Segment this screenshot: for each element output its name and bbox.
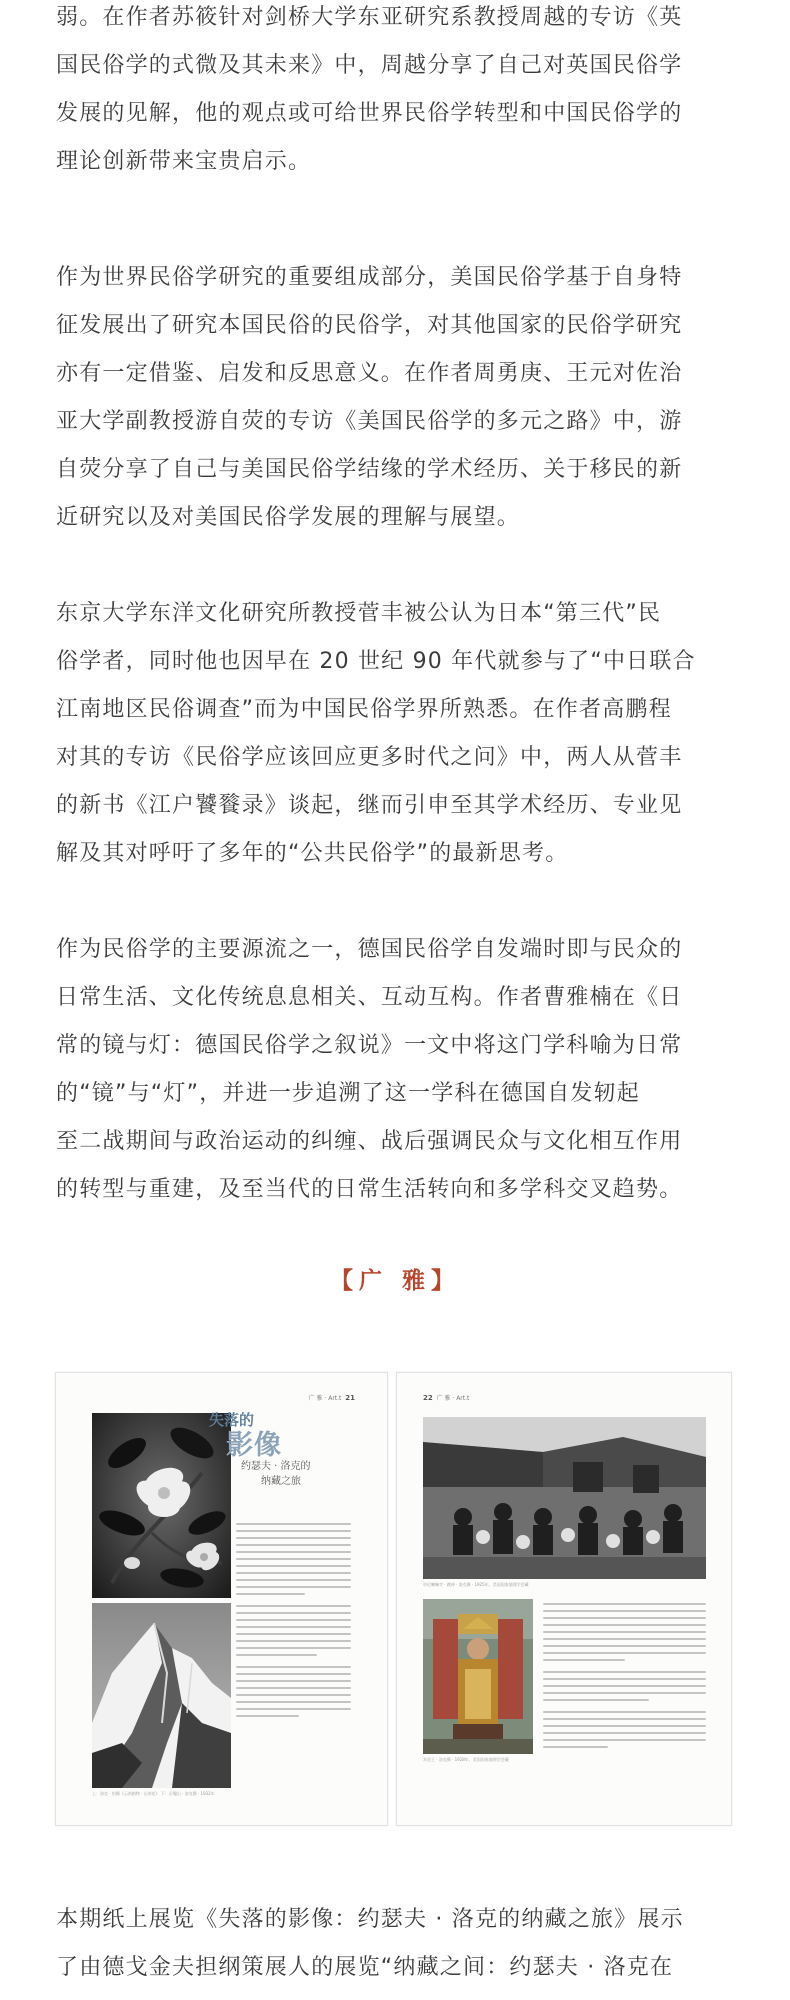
paragraph-uk — [56, 0, 734, 186]
page-number: 22 — [423, 1394, 433, 1402]
left-body-text — [236, 1523, 351, 1722]
mountain-image — [92, 1603, 231, 1788]
page-number: 21 — [345, 1394, 355, 1402]
paragraph-us — [56, 254, 734, 542]
para-line: 近研究以及对美国民俗学发展的理解与展望。 — [56, 505, 521, 530]
folio-left — [309, 1393, 355, 1402]
para-line: 作为世界民俗学研究的重要组成部分，美国民俗学基于自身特 — [56, 265, 683, 290]
heading-bracket-open: 【 — [329, 1268, 359, 1294]
para-line: 理论创新带来宝贵启示。 — [56, 149, 312, 174]
mag-subtitle-1: 约瑟夫 · 洛克的 — [241, 1461, 311, 1472]
para-line: 了由德戈金夫担纲策展人的展览“纳藏之间：约瑟夫 · 洛克在 — [56, 1955, 674, 1980]
para-line: 作为民俗学的主要源流之一，德国民俗学自发端时即与民众的 — [56, 937, 683, 962]
paragraph-bottom — [56, 1896, 734, 1992]
mag-title-small: 失落的 — [209, 1411, 255, 1429]
magazine-page-right — [396, 1372, 732, 1826]
folio-right — [423, 1393, 469, 1402]
section-heading — [0, 1262, 790, 1295]
para-line: 国民俗学的式微及其未来》中，周越分享了自己对英国民俗学 — [56, 53, 683, 78]
para-line: 至二战期间与政治运动的纠缠、战后强调民众与文化相互作用 — [56, 1129, 683, 1154]
right-figure-caption-top: 卓尼喇嘛寺 · 跳神 · 洛克摄 · 1925年，美国国家地理学会藏 — [423, 1582, 529, 1587]
para-line: 的“镜”与“灯”，并进一步追溯了这一学科在德国自发轫起 — [56, 1081, 640, 1106]
para-line: 本期纸上展览《失落的影像：约瑟夫 · 洛克的纳藏之旅》展示 — [56, 1907, 684, 1932]
para-line: 江南地区民俗调查”而为中国民俗学界所熟悉。在作者高鹏程 — [56, 697, 672, 722]
monastery-dance-image — [423, 1417, 706, 1579]
para-line: 的转型与重建，及至当代的日常生活转向和多学科交叉趋势。 — [56, 1177, 683, 1202]
portrait-photo — [423, 1599, 533, 1754]
heading-text: 广 雅 — [358, 1268, 431, 1294]
paragraph-de — [56, 926, 734, 1214]
left-figure-caption: 上：洛克 · 拍摄《云南植物 · 山茶花》 下：贡嘎山 · 洛克摄 · 1932年 — [92, 1791, 215, 1796]
para-line: 日常生活、文化传统息息相关、互动互构。作者曹雅楠在《日 — [56, 985, 683, 1010]
muli-king-image — [423, 1599, 533, 1754]
folio-text: 广 雅 · Art.t — [436, 1395, 470, 1402]
para-line: 亦有一定借鉴、启发和反思意义。在作者周勇庚、王元对佐治 — [56, 361, 683, 386]
para-line: 俗学者，同时他也因早在 20 世纪 90 年代就参与了“中日联合 — [56, 649, 696, 674]
para-line: 发展的见解，他的观点或可给世界民俗学转型和中国民俗学的 — [56, 101, 683, 126]
magazine-page-left — [55, 1372, 388, 1826]
dance-photo — [423, 1417, 706, 1579]
para-line: 的新书《江户饕餮录》谈起，继而引申至其学术经历、专业见 — [56, 793, 683, 818]
paragraph-jp — [56, 590, 734, 878]
flower-photo — [92, 1413, 231, 1598]
para-line: 常的镜与灯：德国民俗学之叙说》一文中将这门学科喻为日常 — [56, 1033, 683, 1058]
para-line: 解及其对呼吁了多年的“公共民俗学”的最新思考。 — [56, 841, 569, 866]
right-body-text — [543, 1603, 706, 1753]
para-line: 征发展出了研究本国民俗的民俗学，对其他国家的民俗学研究 — [56, 313, 683, 338]
para-line: 自荧分享了自己与美国民俗学结缘的学术经历、关于移民的新 — [56, 457, 683, 482]
right-figure-caption-bottom: 木里王 · 洛克摄 · 1928年，美国国家地理学会藏 — [423, 1757, 509, 1762]
camellia-image — [92, 1413, 231, 1598]
folio-text: 广 雅 · Art.t — [308, 1395, 342, 1402]
mountain-photo — [92, 1603, 231, 1788]
heading-bracket-close: 】 — [431, 1268, 460, 1294]
para-line: 亚大学副教授游自荧的专访《美国民俗学的多元之路》中，游 — [56, 409, 683, 434]
mag-title-big: 影像 — [226, 1430, 282, 1461]
mag-subtitle-2: 纳藏之旅 — [261, 1476, 301, 1487]
para-line: 东京大学东洋文化研究所教授菅丰被公认为日本“第三代”民 — [56, 601, 662, 626]
para-line: 弱。在作者苏筱针对剑桥大学东亚研究系教授周越的专访《英 — [56, 5, 683, 30]
para-line: 对其的专访《民俗学应该回应更多时代之问》中，两人从菅丰 — [56, 745, 683, 770]
